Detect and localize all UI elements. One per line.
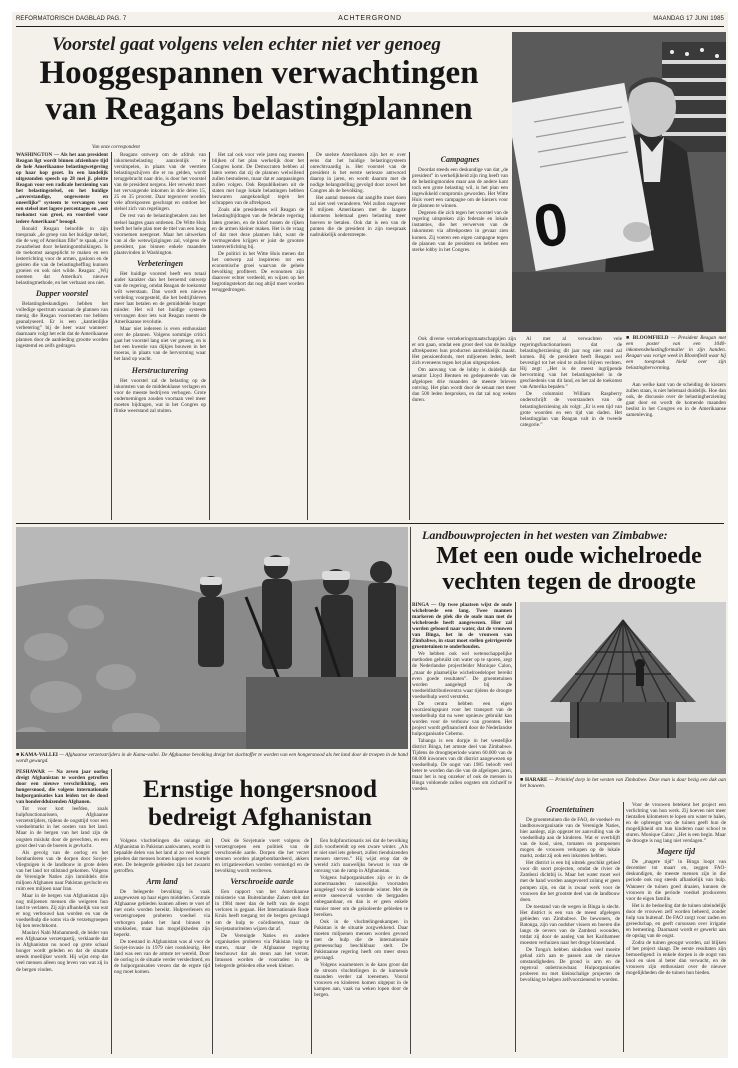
column-rule (209, 152, 210, 520)
lead-paragraph: — Op twee plaatsen wijst de oude wichelroede een lang. Twee mannen markeren de plek die de oude man met de wichelroede heeft aangewezen. Hier zal worden geboord naar water, dat de vrouwen van Binga, het in de vrouwen van Zimbabwe, in staat moet stellen geirrigeerde groentetuinen te onderhouden. (412, 602, 512, 651)
article2-kicker: Landbouwprojecten in het westen van Zimbabwe: (422, 528, 668, 542)
paragraph: De rest van de belastingbetalers zou het stelsel laagtes gaan ontlenen. De Witte Huis heeft het hele plan met de titel van een hoog voornemen neergezet. Maar het uitwerken van al die wetswijzigingen zal, volgens de president, pas binnen enkele maanden plaatsvinden in Washington. (114, 213, 206, 256)
article1-column-6 (412, 336, 516, 520)
column-rule (212, 838, 213, 1054)
subheading: Herstructurering (131, 365, 189, 375)
article1-headline-line1: Hooggespannen verwachtingen (39, 55, 479, 91)
paragraph: Maulavi Nabi Mohammedi, de leider van een Afghaanse verzetspartij, verklaarde dat in Afghanistan nu nood op grote schaal honger wordt geleden en dat de situatie steeds moeilijker wordt. Hij wijst erop dat veel mensen alleen nog leven van wat zij in de bergen vinden. (16, 930, 108, 973)
paragraph: Ook in de vluchtelingenkampen in Pakistan is de situatie zorgwekkend. Daar moeten miljoenen mensen worden gevoed met de hulp die de internationale gemeenschap beschikbaar stelt. De Pakistaanse regering heeft om meer steun gevraagd. (314, 918, 408, 961)
article3-column-2 (114, 838, 210, 1054)
paragraph: Als gevolg van de oorlog en het bombarderen van de dorpen door Sovjet-vliegtuigen is de landbouw in grote delen van het land tot stilstand gekomen. Volgens de Verenigde Naties zijn inmiddels drie miljoen Afghanen naar Pakistan gevlucht en ruim een miljoen naar Iran. (16, 849, 108, 892)
paragraph: Maar in de bergen van Afghanistan zijn nog miljoenen mensen die weigeren hun land te verlaten. Zij zijn afhankelijk van wat er nog verbouwd kan worden en van de voedselhulp die soms via de verzetsgroepen bij hen terechtkomt. (16, 892, 108, 930)
paragraph: Al met al verwachten vele regeringsfunctionarissen dat de belastingherziening dit jaar nog niet rond zal komen. Bij de president heeft Reagan wel bevestigd tot het eind te zullen blijven vechten. Hij zegt: „Het is de meest ingrijpende hervorming van het belastingstelsel in de geschiedenis van dit land, en het zal de toekomst van Amerika bepalen.” (520, 336, 622, 391)
paragraph: Degenen die zich tegen het voorstel van de regering uitspreken zijn federale en lokale instanties, die het verwerven van de inkomsten via aftrekposten in gevaar zien komen. Zij voeren een eigen campagne tegen de plannen van de president en hebben een sterke lobby in het Congres. (412, 210, 508, 253)
paragraph: Een hulpfunctionaris zei dat de bevolking zich voorbereidt op een zware winter. „Als er niet snel iets gebeurt, zullen tienduizenden mensen sterven.” Hij wijst erop dat de wereld zich nauwelijks bewust is van de omvang van de ramp in Afghanistan. (314, 838, 408, 875)
paragraph: De toestand van de wegen in Binga is slecht. Het district is een van de meest afgelegen gebieden van Zimbabwe. De bewoners, de Batonga, zijn van oudsher vissers en boeren die langs de oevers van de Zambezi woonden, totdat zij door de aanleg van het Karibameer moesten verhuizen naar het droge binnenland. (520, 903, 620, 946)
paragraph: De politici in het Witte Huis menen dat het ontwerp zal inspireren tot een economische groei waarvan de gehele bevolking profiteert. De economen zijn daarover echter verdeeld, en wijzen op het begrotingstekort dat nog altijd moet worden teruggedrongen. (212, 250, 304, 294)
reagan-photo-image (512, 32, 726, 332)
paragraph: De Verenigde Naties en andere organisaties proberen via Pakistan hulp te sturen, maar de Afghaanse regering beschouwt dat als steun aan het verzet. Intussen worden de voorraden in de belegerde gebieden elke week kleiner. (215, 932, 309, 969)
article1-column-3 (212, 152, 304, 520)
column-rule (409, 152, 410, 520)
paragraph: Het voorstel zal de belasting op de inkomsten van de middenklasse verlagen en voor de meeste bedrijven verhogen. Grote ondernemingen zouden voortaan veel meer moeten bijdragen, wat in het Congres op flinke weerstand zal stuiten. (114, 377, 206, 414)
running-header (16, 14, 724, 26)
article2-headline-line1: Met een oude wichelroede (436, 543, 702, 569)
caption-text: — Primitief dorp in het westen van Zimbabwe. Deze man is daar bezig een dak aan het bouwen. (520, 777, 727, 789)
paragraph: Het huidige voorstel heeft een totaal ander karakter dan het beroemd ontwerp van de regering, omdat Reagan de toekomst wilt weerstaan. Dan wordt een nieuwe verdeling voorgesteld, die het bedrijfsleven meer laat betalen en de gemiddelde burger minder. Het wil het huidige systeem vervangen door iets wat Reagan noemt de Amerikaanse revolutie. (114, 270, 206, 326)
afghan-photo (16, 527, 408, 749)
article3-column-1 (16, 769, 108, 1054)
paragraph: De centra hebben een eigen voorzieningspunt voor het transport van de voedselhulp dat nu weer opnieuw gebruikt kan worden voor de verbouw van groenten. Het project wordt gefinancierd door de Nederlandse hulporganisatie Cebemo. (412, 700, 512, 737)
article1-column-7 (520, 336, 622, 520)
article3-column-3 (215, 838, 309, 1054)
paragraph: De snelste Amerikanen zijn het er over eens dat het huidige belastingsysteem onrechtvaardig is. Het voorstel van de president is het eerste serieuze antwoord daarop in jaren, en wordt daarom met de nodige belangstelling gevolgd door zowel het Congres als de bevolking. (310, 152, 406, 195)
paragraph: Tot voor kort leefden, zoals hulpfunctionarissen, Afghaanse verzetstrijders, tijdens de oogsttijd voor een voedselmarkt in het oosten van het land. Maar in de bergen van het land zijn de oogsten mislukt door de gevechten, en een groot deel van de boeren is gevlucht. (16, 806, 108, 849)
article1-column-8 (626, 382, 726, 520)
lead-paragraph: — Als het aan president Reagan ligt wordt binnen afzienbare tijd de hele Amerikaanse belastingwetgeving op haar kop gezet. In een landelijk uitgezonden speech op 28 mei jl. pleitte Reagan voor een radicale herziening van het belastingstelsel, en het huidige „onverstandige, ongewenste en oneerlijke” systeem te vervangen voor een stelsel met lagere percentages en „een toekomst van groei, en voordeel voor iedere Amerikaan” beoogd. (16, 152, 108, 225)
paragraph: Volgens hulporganisaties zijn er in de zomermaanden nauwelijks voorraden aangelegd voor de komende winter. Met de eerste sneeuwval worden de bergpaden onbegaanbaar, en dan is er geen enkele manier meer om de geïsoleerde gebieden te bereiken. (314, 875, 408, 918)
dateline: WASHINGTON (16, 152, 53, 158)
newspaper-page (12, 12, 728, 1058)
paragraph: Tabanga is een dorpje in het westelijke district Binga, het armste deel van Zimbabwe. Tijdens de droogteperiode waren 60.000 van de 68.000 inwoners van dit district aangewezen op voedselhulp. De oogst van 1985 belooft veel beter te worden dan die van de afgelopen jaren, maar het is nog onzeker of ook de mensen in Binga voldoende zullen oogsten om zichzelf te voeden. (412, 738, 512, 793)
subheading: Arm land (146, 877, 178, 887)
paragraph: De columnist William Raspberry onderschrijft de voorstanders van de belastingherziening als volgt: „Er is een tijd van grote woorden en een tijd van daden. Het belastingplan van Reagan valt in de tweede categorie.” (520, 391, 622, 428)
zimbabwe-hut-photo (520, 602, 726, 774)
caption-place: KAMA-VALLEI (20, 752, 58, 758)
paragraph: Voor de vrouwen betekent het project een verlichting van hun werk. Zij hoeven niet meer tientallen kilometers te lopen om water te halen, en de opbrengst van de tuinen geeft hun de mogelijkheid om hun kinderen naar school te sturen. Monique Calon: „Het is een begin. Maar de droogte is nog lang niet verslagen.” (626, 802, 726, 845)
subheading: Dapper voorstel (35, 289, 89, 299)
paragraph: De Tonga's hebben sindsdien veel moeite gehad zich aan te passen aan de nieuwe omstandigheden. De grond is arm en de regenval onbetrouwbaar. Hulporganisaties proberen nu met kleinschalige projecten de bevolking te helpen zelfvoorzienend te worden. (520, 946, 620, 984)
paragraph: Zoals alle presidenten wil Reagan de belastingbijdragen van de federale regering laten groeien, en de kloof tussen de rijken en de armen kleiner maken. Het is de vraag of dat met deze plannen lukt, want de vermogenden krijgen er juist de grootste lastenverlichting bij. (212, 207, 304, 250)
zimbabwe-photo-caption (520, 777, 726, 789)
paragraph: Aan welke kant van de scheiding de kiezers zullen staan, is niet helemaal duidelijk. Hoe dan ook, de discussie over de belastingherziening gaat door en wordt de komende maanden beslist in het Congres en in de Amerikaanse samenleving. (626, 382, 726, 419)
article1-byline: Van onze correspondent (92, 145, 140, 150)
paragraph: Maar niet iedereen is even enthousiast over de plannen. Volgens sommige critici gaat het voorstel lang niet ver genoeg, en is het een kwestie van dijkjes bouwen in het moeras, in plaats van de hervorming waar het land op wacht. (114, 326, 206, 363)
paragraph: Volgens vluchtelingen die onlangs uit Afghanistan in Pakistan aankwamen, wordt in bepaalde delen van het land al zo veel honger geleden dat mensen bomen kappen en wortels eten. De belegerde gebieden zijn het zwaarst getroffen. (114, 838, 210, 875)
caption-place: HARARE (524, 777, 548, 783)
subheading: Magere tijd (657, 847, 695, 857)
paragraph: De „magere tijd” in Binga loopt van december tot maart en, zeggen FAO-deskundigen, de meeste mensen zijn in die periode ook nog steeds afhankelijk van hulp. Wanneer de tuinen goed draaien, kunnen de vrouwen in die periode voedsel produceren voor de eigen familie. (626, 859, 726, 902)
article3-headline-line2: bedreigt Afghanistan (148, 804, 372, 831)
article2-column-1 (412, 602, 512, 1052)
caption-place-mark: ■ (520, 777, 525, 783)
afghan-photo-image (16, 527, 408, 749)
caption-text: — President Reagan met een poster van een 1040-inkomensbelastingformulier in zijn handen. Reagan was vorige week in Bloomfield waar hij een toespraak hield over zijn belastinghervorming. (626, 335, 726, 371)
article3-column-4 (314, 838, 408, 1054)
paragraph: De toestand in Afghanistan was al voor de Sovjet-invasie in 1979 niet rooskleurig. Het land was een van de armste ter wereld. Door de oorlog is de situatie verder verslechterd, en de hulporganisaties vrezen dat de ergste tijd nog moet komen. (114, 938, 210, 975)
paragraph: Ronald Reagan beloofde in zijn toespraak „de groep van het huidige stelsel, die de weg of Amerikan fille” te spaak, al te zwaarbelast door belastingontduikingen. Is de toekomst aangeplicht te maken en een lesterrichting voor de armen, gasloon en de geisten die van de belastingheffing kunnen groeien en ook niet wilde. Reagan: „Wij noemen dat Amerika's nieuwe belastingmethode, en het verbaast ons niet. (16, 225, 108, 286)
article2-column-2 (520, 802, 620, 1052)
column-rule (307, 152, 308, 520)
article1-kicker: Voorstel gaat volgens velen echter niet ver genoeg (52, 34, 441, 55)
paper-name: REFORMATORISCH DAGBLAD PAG. 7 (16, 16, 127, 22)
dateline: PESHAWAR (16, 769, 45, 775)
paragraph: We hebben ook wel wetenschappelijke methoden gebruikt om water op te sporen, zegt de Nederlandse projectleider Monique Calon, „maar de plaatselijke wichelroedeloper bereikt even goede resultaten”. De groentetuinen worden aangelegd bij de voedseldistributiecentra waar tijdens de droogte voedselhulp werd verstrekt. (412, 651, 512, 700)
paragraph: Zodra de tuinen geoogst worden, zal blijken of het project slaagt. De eerste resultaten zijn bemoedigend: in enkele dorpen is de oogst van kool en uien al beter dan verwacht, en de vrouwen zijn enthousiast over de nieuwe mogelijkheden die de tuinen hun bieden. (626, 939, 726, 977)
paragraph: Het zal ook voor vele jaren nog moeten blijken of het plan werkelijk door het Congres komt. De Democraten hebben al laten weten dat zij de plannen welwillend zullen bestuderen, maar dat er aanpassingen zullen volgen. Ook Republikeinen uit de staten met hoge lokale belastingen hebben bezwaren aangekondigd tegen het schrappen van de aftrekpost. (212, 152, 304, 207)
paragraph: Een rapport van het Amerikaanse ministerie van Buitenlandse Zaken stelt dat in 1984 meer dan de helft van de oogst verloren is gegaan. Het Internationale Rode Kruis heeft toegang tot de bergen gevraagd om de hulp te coördineren, maar de Sovjetautoriteiten wijzen dat af. (215, 889, 309, 932)
subheading: Verschroeide aarde (230, 877, 294, 887)
column-rule (410, 527, 411, 1054)
caption-text: — Afghaanse verzetsstrijders in de Kama-vallei. De Afghaanse bevolking dreigt het slachtoffer te worden van een hongersnood als het land door de troepen in de hand wordt gewurgd. (16, 752, 408, 764)
paragraph: De groentetuinen die de FAO, de voedsel- en landbouworganisatie van de Verenigde Naties, hier aanlegt, zijn opgezet ter aanvulling van de voedselhulp aan de kinderen. Wat er overblijft van de kool, uien, tomaten en pompoenen mogen de vrouwen verkopen op de lokale markt, zodat zij ook een inkomen hebben. (520, 817, 620, 860)
paragraph: Om aanvang van de lobby is duidelijk dat senator Lloyd Bentsen en gedeputeerde van de afgelopen drie maanden de meeste brieven ontving. Het plan wordt door de senaat met meer dan 500 leden besproken, en dat zal nog weken duren. (412, 367, 516, 404)
article3-headline-line1: Ernstige hongersnood (142, 776, 378, 803)
paragraph: Ook diverse verzekeringsmaatschappijen zijn er om gaan, omdat een groot deel van de huidige aftrekposten hun producten aantrekkelijk maakt. Het pensioenfonds, met miljoenen leden, heeft zich eveneens tegen het plan uitgesproken. (412, 336, 516, 367)
article1-column-5 (412, 152, 508, 332)
article1-column-1 (16, 152, 108, 520)
svg-text:0: 0 (528, 189, 574, 262)
subheading: Groentetuinen (545, 805, 594, 814)
paragraph: Het district is een bij uitstek geschikt gebied voor dit soort projecten, omdat de rivier de Zambezi dichtbij is. Maar het water moet wel met de hand worden aangevoerd zolang er geen pompen zijn, en dat is zwaar werk voor de vrouwen die het grootste deel van de landbouw doen. (520, 860, 620, 903)
article1-headline-line2: van Reagans belastingplannen (45, 91, 473, 127)
reagan-photo (512, 32, 726, 332)
column-rule (111, 152, 112, 520)
paragraph: Belastingdeskundigen hebben het volledige spectrum waaraan de plannen van menig die Reagan voornemen toe hebben geanalyseerd. Er is een „kantienlijke verbetering” bij de heer waar wanneer: daarnaam volgt het echt dat de Amerikaanse plannen door de aanbieding grootte worden ingestemd en zelfs gedragen. (16, 301, 108, 350)
caption-place-mark: ■ (626, 335, 633, 341)
dateline: BINGA (412, 602, 429, 608)
caption-place-mark: ■ (16, 752, 21, 758)
column-rule (623, 802, 624, 1052)
caption-place: BLOOMFIELD (632, 335, 669, 341)
issue-date: MAANDAG 17 JUNI 1985 (653, 16, 724, 22)
article1-column-4 (310, 152, 406, 520)
column-rule (515, 602, 516, 1052)
lead-paragraph: — Na zeven jaar oorlog dreigt Afghanistan te worden getroffen door een nieuwe verschrikking, een hongersnood, die volgens internationale hulporganisaties kan leiden tot de dood van honderdduizenden Afghanen. (16, 769, 108, 806)
subheading: Verbeteringen (136, 258, 184, 268)
paragraph: Het is de bedoeling dat de tuinen uiteindelijk door de vrouwen zelf worden beheerd, zonder hulp van buitenaf. De FAO zorgt voor zaden en gereedschap, en geeft cursussen over irrigatie en bemesting. Daarnaast wordt er gewerkt aan de opslag van de oogst. (626, 902, 726, 939)
zimbabwe-hut-image (520, 602, 726, 774)
section-rule (16, 523, 724, 524)
paragraph: Volgens waarnemers is de kans groot dat de stroom vluchtelingen in de komende maanden verder zal toenemen. Vooral vrouwen en kinderen komen uitgeput in de kampen aan, vaak na weken lopen door de bergen. (314, 961, 408, 999)
paragraph: Doordat steeds een deskundige van dat „de president” in werkelijkheid zijn ring heeft van de belastingmoralen maar aan de andere kant toch een grote belasting wil, is het plan een ingewikkeld compromis geworden. Het Witte Huis voert een campagne om de kiezers voor de plannen te winnen. (412, 167, 508, 210)
paragraph: De belegerde bevolking is vaak aangewezen op haar eigen middelen. Centrale Afghaanse gebieden kunnen alleen te voet of met ezels worden bereikt. Hulpverleners en verzetsgroepen proberen voedsel via verborgen paden het land binnen te smokkelen, maar hun mogelijkheden zijn beperkt. (114, 889, 210, 938)
section-name: ACHTERGROND (338, 15, 402, 22)
article2-column-3 (626, 802, 726, 1052)
paragraph: Het aantal mensen dat aangifte moet doen zal niet veel veranderen. Wel zullen ongeveer 8 miljoen Amerikanen met de laagste inkomens helemaal geen belasting meer hoeven te betalen. Ook dat is een van de punten die de president in zijn toespraak nadrukkelijk onderstreepte. (310, 195, 406, 238)
column-rule (311, 838, 312, 1054)
afghan-photo-caption (16, 752, 408, 764)
paragraph: Ook de Sovjetunie voert volgens de verzetsgroepen een politiek van de verschroeide aarde. Dorpen die het verzet steunen worden platgebombardeerd, akkers en irrigatiewerken worden vernietigd en de bevolking wordt verdreven. (215, 838, 309, 875)
subheading: Campagnes (440, 155, 480, 164)
reagan-photo-caption (626, 335, 726, 371)
paragraph: Reagans ontwerp om de afdruk van inkomensbelasting aanzienlijk te versimpelen, in plaats van de veertien belastingschijven die er nu gelden, wordt teruggebracht naar drie, is door het voorstel van de president nergens. Het verwekt moet het vervangende inkomen in drie delen 15, 25 en 35 procent. Daar tegenover worden vele aftrekposten geschrapt en ontdoet het stelsel zich van regelingen. (114, 152, 206, 213)
article1-column-2 (114, 152, 206, 520)
article2-headline-line2: vechten tegen de droogte (442, 569, 696, 595)
header-rule (16, 26, 724, 27)
